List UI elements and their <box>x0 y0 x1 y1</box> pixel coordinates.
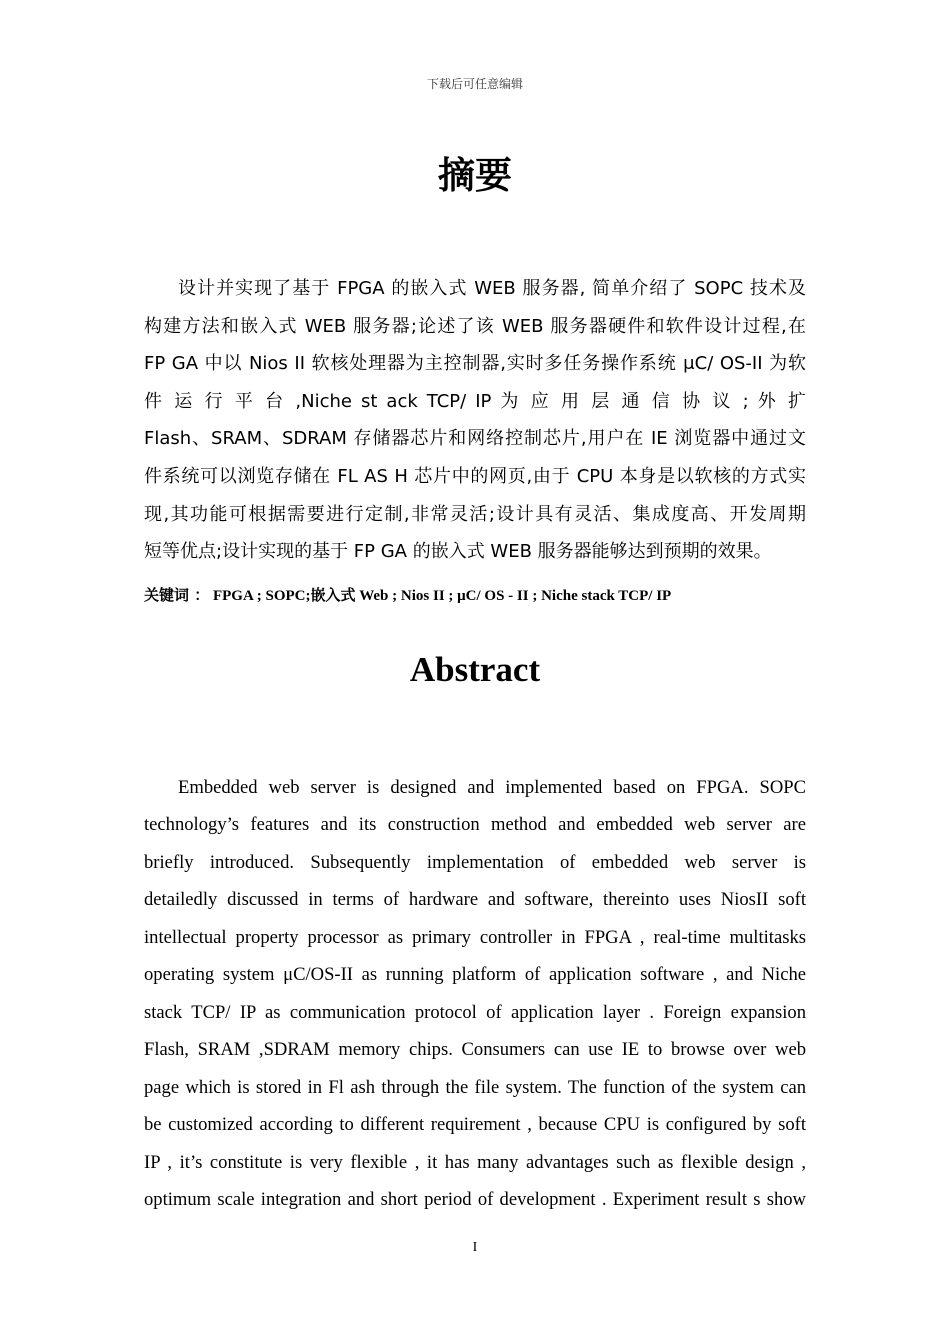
english-abstract-line: operating system μC/OS-II as running platform of application software , and Niche <box>144 964 806 986</box>
chinese-abstract-line: FP GA 中以 Nios II 软核处理器为主控制器,实时多任务操作系统 μC/ OS-II 为软 <box>144 353 806 375</box>
page-number: I <box>472 1240 478 1255</box>
header-note: 下载后可任意编辑 <box>426 77 523 91</box>
chinese-abstract-line: Flash、SRAM、SDRAM 存储器芯片和网络控制芯片,用户在 IE 浏览器中通过文 <box>144 428 806 450</box>
chinese-abstract-line: 构建方法和嵌入式 WEB 服务器;论述了该 WEB 服务器硬件和软件设计过程,在 <box>144 315 806 337</box>
english-abstract-line: detailedly discussed in terms of hardware and software, thereinto uses NiosII soft <box>144 889 806 911</box>
english-abstract-line: technology’s features and its construction method and embedded web server are <box>144 814 806 836</box>
english-abstract-line: IP , it’s constitute is very flexible , it has many advantages such as flexible design , <box>144 1151 806 1173</box>
english-abstract-body <box>144 769 806 1218</box>
chinese-abstract-line: 设计并实现了基于 FPGA 的嵌入式 WEB 服务器, 简单介绍了 SOPC 技术及 <box>178 278 806 299</box>
english-abstract-title: Abstract <box>409 650 541 689</box>
chinese-abstract-line: 短等优点;设计实现的基于 FP GA 的嵌入式 WEB 服务器能够达到预期的效果。 <box>144 541 772 563</box>
english-abstract-line: optimum scale integration and short period of development . Experiment result s show <box>144 1188 806 1210</box>
keywords-line <box>144 584 806 607</box>
english-abstract-line: page which is stored in Fl ash through the file system. The function of the system can <box>144 1076 806 1098</box>
english-abstract-line: briefly introduced. Subsequently implementation of embedded web server is <box>144 851 806 873</box>
chinese-abstract-line: 件系统可以浏览存储在 FL AS H 芯片中的网页,由于 CPU 本身是以软核的方式实 <box>144 465 806 487</box>
chinese-abstract-body <box>144 270 806 571</box>
keywords-label: 关键词 ： <box>144 586 210 604</box>
keywords-list: FPGA ; SOPC;嵌入式 Web ; Nios II ; μC/ OS - II ; Niche stack TCP/ IP <box>212 588 672 604</box>
english-abstract-line: intellectual property processor as primary controller in FPGA , real-time multitasks <box>144 926 806 948</box>
chinese-abstract-line: 件 运 行 平 台 ,Niche st ack TCP/ IP 为 应 用 层 通 信 协 议 ; 外 扩 <box>144 390 806 412</box>
english-abstract-line: be customized according to different requirement , because CPU is configured by soft <box>144 1114 806 1136</box>
english-abstract-line: Embedded web server is designed and implemented based on FPGA. SOPC <box>178 777 806 798</box>
chinese-abstract-title: 摘要 <box>438 154 512 197</box>
english-abstract-line: stack TCP/ IP as communication protocol of application layer . Foreign expansion <box>144 1001 806 1023</box>
english-abstract-line: Flash, SRAM ,SDRAM memory chips. Consumers can use IE to browse over web <box>144 1039 806 1061</box>
chinese-abstract-line: 现,其功能可根据需要进行定制,非常灵活;设计具有灵活、集成度高、开发周期 <box>144 503 806 525</box>
